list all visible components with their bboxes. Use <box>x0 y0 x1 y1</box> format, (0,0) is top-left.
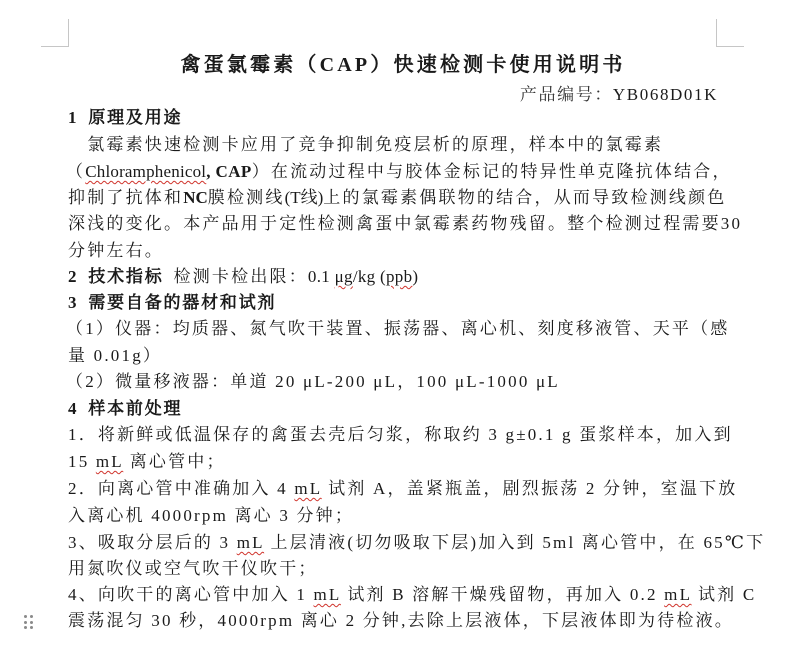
section-title: 样本前处理 <box>88 399 183 418</box>
text-run: 离心管中； <box>123 452 226 471</box>
paragraph-line: 震荡混匀 30 秒，4000rpm 离心 2 分钟,去除上层液体，下层液体即为待检液。 <box>68 611 734 630</box>
paragraph-line <box>66 161 732 183</box>
section-number: 4 <box>68 399 79 418</box>
text-run: 试剂 A，盖紧瓶盖，剧烈振荡 2 分钟，室温下放 <box>321 479 738 498</box>
section-2-heading <box>68 266 418 288</box>
paragraph-line <box>68 532 765 554</box>
text-run: 试剂 B 溶解干燥残留物，再加入 0.2 <box>340 585 665 604</box>
section-3-heading <box>68 292 276 314</box>
section-1-heading <box>68 107 182 129</box>
spellcheck-flagged-word[interactable]: mL <box>95 452 124 471</box>
paragraph-line <box>68 451 226 473</box>
text-run: 上层清液(切勿吸取下层)加入到 5ml 离心管中，在 65℃下 <box>264 533 766 552</box>
text-run: （ <box>66 162 86 181</box>
text-run-bold: NC <box>183 188 208 207</box>
drag-handle-icon[interactable] <box>24 615 33 629</box>
detection-limit-value: 0.1 μg/kg (ppb) <box>307 267 419 286</box>
section-number: 2 <box>68 267 79 286</box>
paragraph-line <box>68 584 756 606</box>
text-run: 试剂 C <box>691 585 757 604</box>
paragraph-line: 1．将新鲜或低温保存的禽蛋去壳后匀浆，称取约 3 g±0.1 g 蛋浆样本，加入到 <box>68 425 733 444</box>
text-run: 上的氯霉素偶联物的结合，从而导致检测线颜色 <box>323 188 727 207</box>
paragraph-line: 氯霉素快速检测卡应用了竞争抑制免疫层析的原理，样本中的氯霉素 <box>68 135 664 154</box>
spellcheck-flagged-word[interactable]: μg <box>334 267 353 286</box>
spellcheck-flagged-word[interactable]: Chloramphenicol <box>85 162 207 181</box>
document-title: 禽蛋氯霉素（CAP）快速检测卡使用说明书 <box>180 54 626 76</box>
spellcheck-flagged-word[interactable]: mL <box>664 585 692 604</box>
text-run: 4、向吹干的离心管中加入 1 <box>68 585 314 604</box>
paragraph-line: 分钟左右。 <box>68 241 164 260</box>
spellcheck-flagged-word[interactable]: mL <box>313 585 341 604</box>
paragraph-line: 深浅的变化。本产品用于定性检测禽蛋中氯霉素药物残留。整个检测过程需要30 <box>68 214 743 233</box>
section-number: 1 <box>68 108 79 127</box>
section-title: 原理及用途 <box>88 108 183 127</box>
paragraph-line <box>68 478 737 500</box>
text-run-bold: , CAP <box>206 162 252 181</box>
section-4-heading <box>68 398 182 420</box>
product-code <box>520 80 718 105</box>
section-title: 需要自备的器材和试剂 <box>88 293 277 312</box>
text-run: 抑制了抗体和 <box>68 188 184 207</box>
paragraph-line: 入离心机 4000rpm 离心 3 分钟； <box>68 506 355 525</box>
spellcheck-flagged-word[interactable]: ppb <box>385 267 413 286</box>
paragraph-line <box>68 187 727 209</box>
paragraph-line: （1）仪器：均质器、氮气吹干装置、振荡器、离心机、刻度移液管、天平（感 <box>66 319 730 338</box>
text-run: 膜检测线 <box>207 188 285 207</box>
section-number: 3 <box>68 293 79 312</box>
spellcheck-flagged-word[interactable]: mL <box>294 479 322 498</box>
section-title: 技术指标 <box>88 267 164 286</box>
spellcheck-flagged-word[interactable]: mL <box>236 533 265 552</box>
product-code-label: 产品编号： <box>519 85 613 104</box>
text-run: 3、吸取分层后的 3 <box>68 533 237 552</box>
paragraph-line: 量 0.01g） <box>68 346 163 365</box>
product-code-value: YB068D01K <box>612 85 718 104</box>
paragraph-line: 用氮吹仪或空气吹干仪吹干； <box>68 559 318 578</box>
detection-limit-label: 检测卡检出限： <box>173 267 308 286</box>
text-run: ）在流动过程中与胶体金标记的特异性单克隆抗体结合， <box>251 162 732 181</box>
page-corner-mark-top-left <box>41 19 69 47</box>
text-run: 2．向离心管中准确加入 4 <box>68 479 295 498</box>
text-run: 15 <box>68 452 96 471</box>
paragraph-line: （2）微量移液器：单道 20 μL-200 μL，100 μL-1000 μL <box>66 372 560 391</box>
text-run: (T线) <box>284 188 324 207</box>
page-corner-mark-top-right <box>716 19 744 47</box>
